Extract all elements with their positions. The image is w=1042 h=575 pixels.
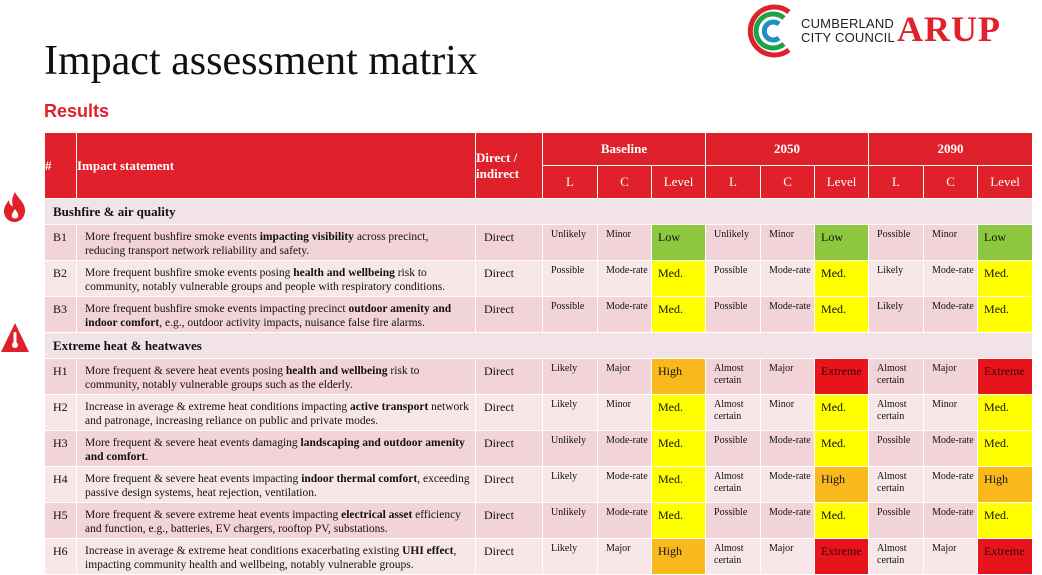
section-title: Extreme heat & heatwaves [45, 333, 1033, 359]
statement-text: , exceeding passive design systems, heat rejection, ventilation. [85, 473, 470, 499]
likelihood-cell: Likely [543, 395, 598, 431]
header-consequence: C [761, 166, 815, 199]
risk-level-cell: High [978, 467, 1033, 503]
header-consequence: C [598, 166, 652, 199]
consequence-cell: Mode-rate [924, 431, 978, 467]
consequence-cell: Major [924, 359, 978, 395]
consequence-cell: Minor [924, 225, 978, 261]
consequence-cell: Major [924, 539, 978, 575]
statement-emphasis: landscaping and outdoor amenity and comfort [85, 437, 465, 463]
table-row [45, 503, 1033, 539]
statement-emphasis: outdoor amenity and indoor comfort [85, 303, 452, 329]
statement-text: More frequent & severe extreme heat events impacting [85, 509, 342, 521]
statement-text: risk to community, notably vulnerable groups such as the elderly. [85, 365, 420, 391]
arup-logo: ARUP [897, 9, 1001, 49]
logo-group [745, 2, 1035, 60]
direct-indirect-value: Direct [476, 297, 543, 333]
statement-text: , e.g., outdoor activity impacts, nuisance false fire alarms. [159, 317, 425, 329]
consequence-cell: Mode-rate [761, 467, 815, 503]
header-direct-indirect: Direct / indirect [476, 133, 543, 199]
risk-level-cell: Extreme [978, 359, 1033, 395]
consequence-cell: Major [598, 359, 652, 395]
likelihood-cell: Unlikely [543, 225, 598, 261]
direct-indirect-value: Direct [476, 467, 543, 503]
risk-level-cell: High [652, 359, 706, 395]
impact-id: H5 [45, 503, 77, 539]
consequence-cell: Mode-rate [598, 467, 652, 503]
statement-text: risk to community, notably vulnerable groups and people with respiratory conditions. [85, 267, 446, 293]
likelihood-cell: Likely [543, 359, 598, 395]
impact-id: H6 [45, 539, 77, 575]
consequence-cell: Mode-rate [761, 297, 815, 333]
likelihood-cell: Possible [543, 297, 598, 333]
risk-level-cell: Extreme [815, 539, 869, 575]
likelihood-cell: Likely [869, 297, 924, 333]
consequence-cell: Minor [761, 225, 815, 261]
statement-text: More frequent & severe heat events damaging [85, 437, 301, 449]
header-baseline: Baseline [543, 133, 706, 166]
statement-emphasis: health and wellbeing [293, 267, 395, 279]
direct-indirect-value: Direct [476, 395, 543, 431]
impact-matrix-table [44, 132, 1033, 575]
risk-level-cell: Med. [652, 503, 706, 539]
impact-id: H2 [45, 395, 77, 431]
likelihood-cell: Almost certain [869, 359, 924, 395]
cumberland-logo-icon [745, 2, 801, 60]
statement-text: Increase in average & extreme heat conditions exacerbating existing [85, 545, 403, 557]
impact-statement [77, 297, 476, 333]
likelihood-cell: Possible [706, 503, 761, 539]
header-level: Level [652, 166, 706, 199]
risk-level-cell: Extreme [815, 359, 869, 395]
impact-statement [77, 395, 476, 431]
statement-emphasis: UHI effect [402, 545, 454, 557]
risk-level-cell: High [815, 467, 869, 503]
likelihood-cell: Almost certain [706, 539, 761, 575]
likelihood-cell: Possible [706, 261, 761, 297]
flame-icon [0, 190, 30, 224]
consequence-cell: Minor [598, 395, 652, 431]
header-likelihood: L [869, 166, 924, 199]
table-row [45, 539, 1033, 575]
risk-level-cell: High [652, 539, 706, 575]
risk-level-cell: Low [652, 225, 706, 261]
risk-level-cell: Low [978, 225, 1033, 261]
likelihood-cell: Almost certain [869, 539, 924, 575]
consequence-cell: Mode-rate [598, 297, 652, 333]
statement-emphasis: health and wellbeing [285, 365, 388, 377]
statement-text: Increase in average & extreme heat conditions impacting [85, 401, 351, 413]
consequence-cell: Major [761, 359, 815, 395]
header-impact-statement: Impact statement [77, 133, 476, 199]
impact-statement [77, 539, 476, 575]
statement-text: More frequent & severe heat events impacting [85, 473, 302, 485]
statement-emphasis: active transport [350, 401, 429, 413]
risk-level-cell: Med. [652, 395, 706, 431]
direct-indirect-value: Direct [476, 431, 543, 467]
impact-statement [77, 359, 476, 395]
consequence-cell: Mode-rate [598, 261, 652, 297]
likelihood-cell: Possible [706, 297, 761, 333]
risk-level-cell: Med. [652, 297, 706, 333]
statement-emphasis: indoor thermal comfort [301, 473, 418, 485]
likelihood-cell: Almost certain [869, 467, 924, 503]
council-logo-text [801, 17, 895, 45]
likelihood-cell: Almost certain [869, 395, 924, 431]
risk-level-cell: Med. [815, 503, 869, 539]
statement-text: More frequent bushfire smoke events posing [85, 267, 294, 279]
statement-emphasis: electrical asset [341, 509, 413, 521]
consequence-cell: Mode-rate [924, 261, 978, 297]
header-number: # [45, 133, 77, 199]
consequence-cell: Mode-rate [761, 503, 815, 539]
direct-indirect-value: Direct [476, 503, 543, 539]
statement-text: across precinct, reducing transport network reliability and safety. [85, 231, 429, 257]
table-row [45, 359, 1033, 395]
likelihood-cell: Likely [543, 539, 598, 575]
direct-indirect-value: Direct [476, 539, 543, 575]
consequence-cell: Minor [761, 395, 815, 431]
likelihood-cell: Almost certain [706, 395, 761, 431]
risk-level-cell: Med. [815, 297, 869, 333]
likelihood-cell: Unlikely [543, 503, 598, 539]
section-row [45, 333, 1033, 359]
direct-indirect-value: Direct [476, 261, 543, 297]
risk-level-cell: Med. [652, 467, 706, 503]
table-row [45, 467, 1033, 503]
consequence-cell: Mode-rate [761, 431, 815, 467]
header-level: Level [815, 166, 869, 199]
risk-level-cell: Med. [978, 431, 1033, 467]
risk-level-cell: Extreme [978, 539, 1033, 575]
risk-level-cell: Low [815, 225, 869, 261]
likelihood-cell: Possible [869, 225, 924, 261]
statement-text: . [145, 451, 149, 463]
header-likelihood: L [706, 166, 761, 199]
slide-title: Impact assessment matrix [44, 38, 478, 84]
likelihood-cell: Possible [543, 261, 598, 297]
consequence-cell: Mode-rate [924, 503, 978, 539]
statement-text: , impacting community health and wellbeing, notably vulnerable groups. [85, 545, 457, 571]
header-level: Level [978, 166, 1033, 199]
risk-level-cell: Med. [652, 261, 706, 297]
header-consequence: C [924, 166, 978, 199]
likelihood-cell: Unlikely [543, 431, 598, 467]
header-2050: 2050 [706, 133, 869, 166]
consequence-cell: Mode-rate [598, 503, 652, 539]
impact-id: H1 [45, 359, 77, 395]
consequence-cell: Mode-rate [924, 467, 978, 503]
risk-level-cell: Med. [652, 431, 706, 467]
risk-level-cell: Med. [978, 503, 1033, 539]
statement-emphasis: impacting visibility [259, 231, 354, 243]
consequence-cell: Minor [924, 395, 978, 431]
slide-subtitle: Results [44, 101, 110, 121]
likelihood-cell: Possible [869, 503, 924, 539]
likelihood-cell: Likely [869, 261, 924, 297]
impact-id: B3 [45, 297, 77, 333]
consequence-cell: Minor [598, 225, 652, 261]
risk-level-cell: Med. [815, 431, 869, 467]
impact-statement [77, 431, 476, 467]
statement-text: More frequent & severe heat events posing [85, 365, 286, 377]
likelihood-cell: Likely [543, 467, 598, 503]
consequence-cell: Major [598, 539, 652, 575]
consequence-cell: Mode-rate [598, 431, 652, 467]
council-line-1: CUMBERLAND [801, 16, 895, 31]
statement-text: More frequent bushfire smoke events impacting precinct [85, 303, 349, 315]
likelihood-cell: Unlikely [706, 225, 761, 261]
section-title: Bushfire & air quality [45, 199, 1033, 225]
impact-id: H4 [45, 467, 77, 503]
impact-statement [77, 467, 476, 503]
table-row [45, 297, 1033, 333]
risk-level-cell: Med. [978, 261, 1033, 297]
table-row [45, 395, 1033, 431]
impact-id: H3 [45, 431, 77, 467]
risk-level-cell: Med. [815, 261, 869, 297]
table-row [45, 431, 1033, 467]
statement-text: More frequent bushfire smoke events [85, 231, 260, 243]
impact-statement [77, 261, 476, 297]
statement-text: network and patronage, increasing reliance on public and private modes. [85, 401, 469, 427]
header-2090: 2090 [869, 133, 1033, 166]
impact-id: B1 [45, 225, 77, 261]
likelihood-cell: Almost certain [706, 359, 761, 395]
consequence-cell: Mode-rate [924, 297, 978, 333]
warning-thermometer-icon [0, 321, 30, 355]
direct-indirect-value: Direct [476, 359, 543, 395]
consequence-cell: Major [761, 539, 815, 575]
risk-level-cell: Med. [978, 395, 1033, 431]
impact-statement [77, 225, 476, 261]
impact-statement [77, 503, 476, 539]
section-row [45, 199, 1033, 225]
impact-id: B2 [45, 261, 77, 297]
statement-text: efficiency and function, e.g., batteries, EV chargers, rooftop PV, substations. [85, 509, 461, 535]
risk-level-cell: Med. [815, 395, 869, 431]
consequence-cell: Mode-rate [761, 261, 815, 297]
header-likelihood: L [543, 166, 598, 199]
council-line-2: CITY COUNCIL [801, 30, 895, 45]
direct-indirect-value: Direct [476, 225, 543, 261]
table-row [45, 225, 1033, 261]
table-row [45, 261, 1033, 297]
risk-level-cell: Med. [978, 297, 1033, 333]
likelihood-cell: Almost certain [706, 467, 761, 503]
likelihood-cell: Possible [869, 431, 924, 467]
likelihood-cell: Possible [706, 431, 761, 467]
